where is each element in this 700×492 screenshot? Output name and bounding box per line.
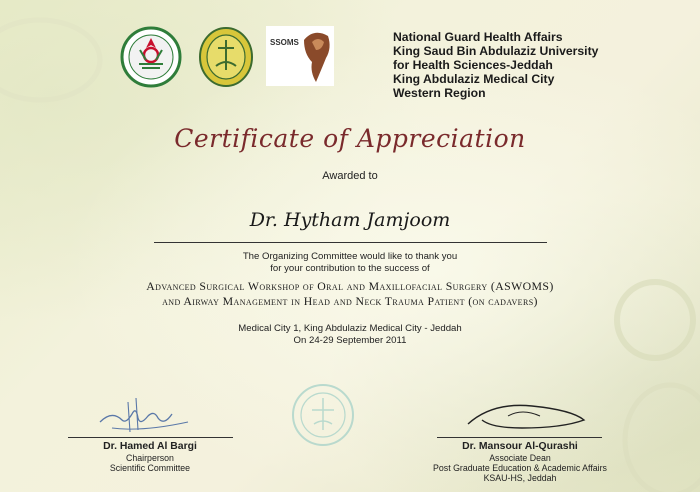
left-signatory — [50, 441, 250, 473]
recipient-name: Dr. Hytham Jamjoom — [249, 209, 451, 231]
org-line-2: King Saud Bin Abdulaziz University — [393, 44, 599, 58]
left-signatory-name: Dr. Hamed Al Bargi — [103, 441, 197, 452]
ssoms-logo — [266, 26, 334, 86]
national-guard-logo — [120, 26, 182, 88]
ssoms-emblem-icon — [300, 28, 334, 86]
thanks-line-1: The Organizing Committee would like to thank you — [242, 251, 458, 262]
right-signatory-role: Associate Dean — [489, 453, 551, 463]
event-title — [0, 279, 700, 308]
left-signatory-role: Chairperson — [126, 453, 174, 463]
venue-line-2: On 24-29 September 2011 — [293, 334, 407, 346]
right-signatory-institution: KSAU-HS, Jeddah — [483, 473, 557, 483]
event-line-1: Advanced Surgical Workshop of Oral and Maxillofacial Surgery (ASWOMS) — [146, 279, 554, 293]
right-signatory-name: Dr. Mansour Al-Qurashi — [462, 441, 578, 452]
thanks-text — [0, 251, 700, 274]
left-signatory-department: Scientific Committee — [109, 463, 191, 473]
awarded-to-label: Awarded to — [322, 170, 378, 182]
org-line-5: Western Region — [393, 86, 486, 100]
right-signatory-department: Post Graduate Education & Academic Affairs — [433, 463, 607, 473]
org-line-1: National Guard Health Affairs — [393, 30, 563, 44]
org-line-3: for Health Sciences-Jeddah — [393, 58, 553, 72]
right-signature-image — [462, 398, 590, 436]
recipient-underline — [154, 242, 547, 243]
ssoms-logo-label: SSOMS — [270, 38, 299, 47]
center-seal-icon — [290, 382, 356, 448]
venue-text — [0, 323, 700, 346]
venue-line-1: Medical City 1, King Abdulaziz Medical City - Jeddah — [238, 323, 462, 334]
left-signature-line — [68, 437, 233, 438]
org-line-4: King Abdulaziz Medical City — [393, 72, 555, 86]
organization-block — [393, 30, 693, 100]
ksau-hs-logo — [198, 26, 254, 88]
certificate-title: Certificate of Appreciation — [174, 124, 526, 153]
left-signature-image — [92, 392, 202, 436]
logo-row — [120, 22, 350, 92]
thanks-line-2: for your contribution to the success of — [270, 262, 430, 274]
right-signatory — [395, 441, 645, 483]
right-signature-line — [437, 437, 602, 438]
event-line-2: and Airway Management in Head and Neck Trauma Patient (on cadavers) — [162, 293, 538, 308]
